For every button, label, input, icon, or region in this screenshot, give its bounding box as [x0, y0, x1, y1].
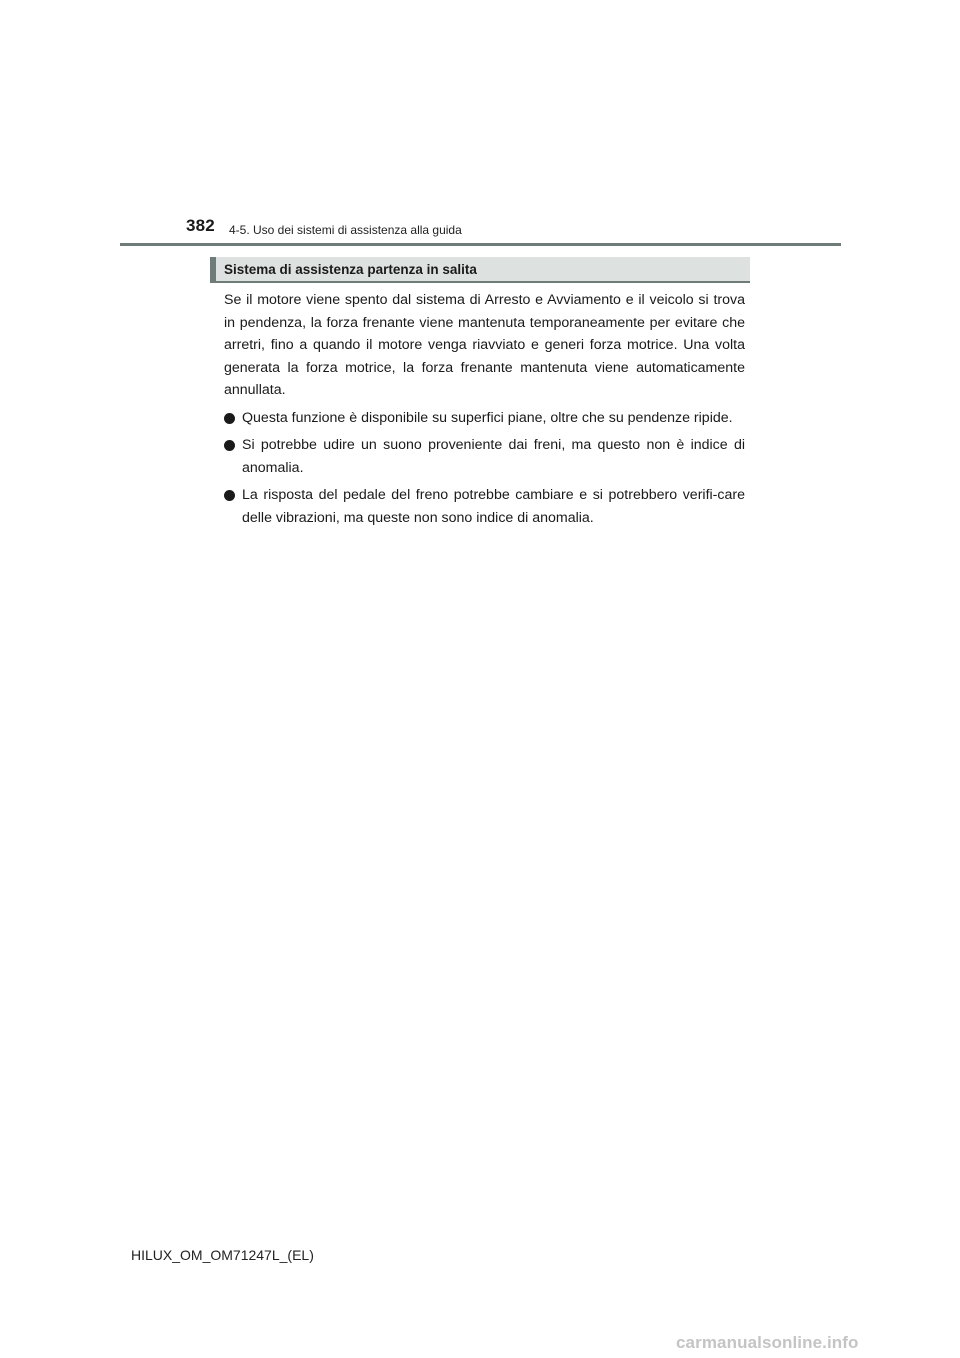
bullet-icon — [224, 413, 235, 424]
watermark-text: carmanualsonline.info — [676, 1333, 859, 1352]
document-code: HILUX_OM_OM71247L_(EL) — [131, 1247, 314, 1263]
section-heading-marker — [210, 257, 216, 281]
bullet-icon — [224, 440, 235, 451]
bullet-list — [224, 407, 745, 530]
bullet-text: Si potrebbe udire un suono proveniente dai freni, ma questo non è indice di anomalia. — [242, 437, 745, 476]
bullet-text: Questa funzione è disponibile su superfici piane, oltre che su pendenze ripide. — [242, 409, 733, 426]
list-item — [224, 407, 745, 430]
section-body — [224, 289, 745, 534]
list-item — [224, 484, 745, 529]
bullet-icon — [224, 490, 235, 501]
section-title: Sistema di assistenza partenza in salita — [224, 262, 477, 277]
header-divider — [120, 243, 841, 246]
page-number: 382 — [186, 216, 215, 235]
list-item — [224, 434, 745, 479]
intro-paragraph: Se il motore viene spento dal sistema di Arresto e Avviamento e il veicolo si trova in pendenza, la forza frenante viene mantenuta temporaneamente per evitare che arretri, fino a quando il motore venga riavviato e generi forza motrice. Una volta generata la forza motrice, la forza frenante mantenuta viene automaticamente annullata. — [224, 292, 745, 398]
bullet-text: La risposta del pedale del freno potrebbe cambiare e si potrebbero verifi-care delle vibrazioni, ma queste non sono indice di anomalia. — [242, 487, 745, 526]
section-heading — [210, 257, 750, 283]
chapter-title: 4-5. Uso dei sistemi di assistenza alla guida — [229, 223, 462, 237]
